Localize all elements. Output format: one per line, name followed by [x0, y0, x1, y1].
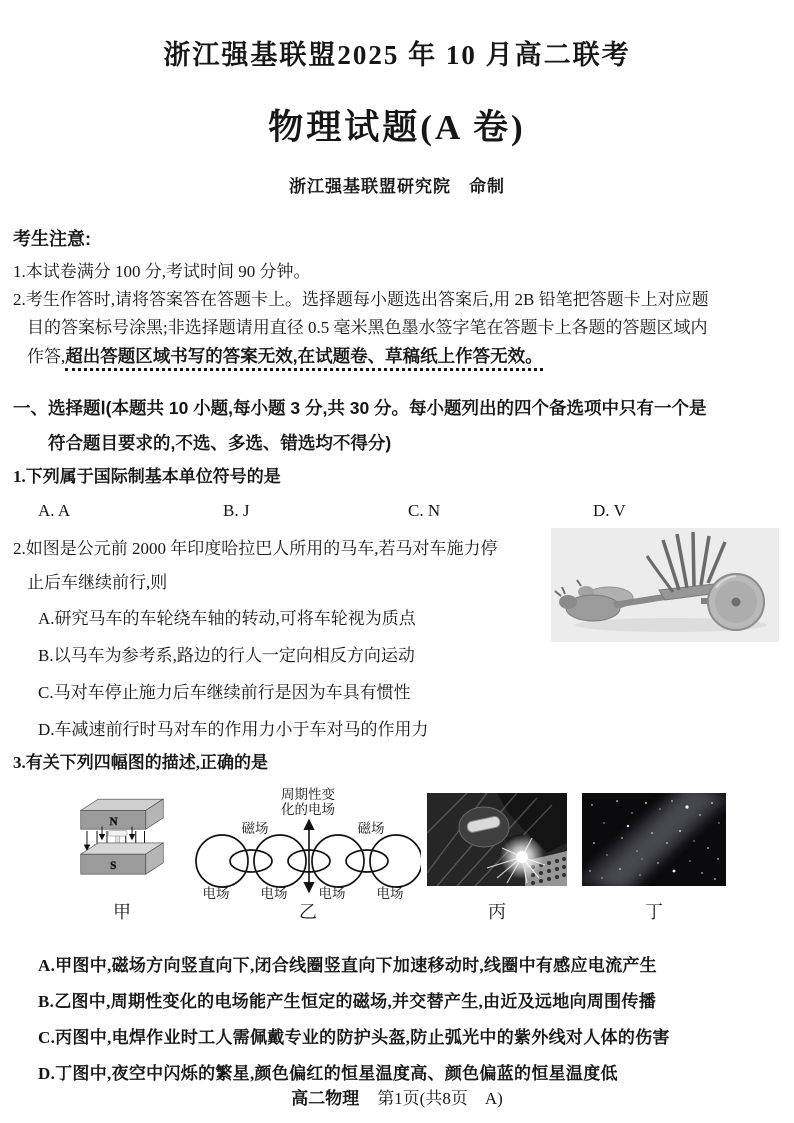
- figure-bing: [426, 785, 568, 923]
- magnetic-field-label-2: 磁场: [357, 821, 385, 836]
- section-1-heading-line-1: 一、选择题Ⅰ(本题共 10 小题,每小题 3 分,共 30 分。每小题列出的四个备选项中只有一个是: [13, 398, 707, 418]
- notice-item-2-line-3-prefix: 作答,: [27, 347, 66, 366]
- notice-heading: 考生注意:: [13, 229, 91, 249]
- electric-field-label-4: 电场: [376, 886, 404, 901]
- figure-jia-label: 甲: [113, 902, 131, 922]
- notice-section: [13, 226, 781, 371]
- notice-item-2-line-1: 2.考生作答时,请将答案答在答题卡上。选择题每小题选出答案后,用 2B 铅笔把答题卡上对应题: [13, 290, 709, 309]
- figure-jia: [63, 785, 181, 923]
- question-2-option-d: D.车减速前行时马对车的作用力小于车对马的作用力: [38, 720, 429, 739]
- question-1-option-d: D. V: [593, 501, 626, 520]
- welding-photo: [427, 793, 567, 886]
- electric-field-label-1: 电场: [202, 886, 230, 901]
- question-2-option-a: A.研究马车的车轮绕车轴的转动,可将车轮视为质点: [38, 609, 416, 628]
- section-1-heading-line-2: 符合题目要求的,不选、多选、错选均不得分): [48, 433, 392, 453]
- s-pole-label: S: [110, 860, 117, 873]
- figure-ding: [581, 785, 727, 923]
- question-3-figures: [13, 785, 781, 925]
- question-1-option-a: A. A: [38, 501, 71, 520]
- notice-item-2-line-3: [13, 342, 781, 371]
- notice-item-2-line-2: 目的答案标号涂黑;非选择题请用直径 0.5 毫米黑色墨水签字笔在答题卡上各题的答题区域内: [27, 318, 708, 337]
- question-2-stem-line-1: 2.如图是公元前 2000 年印度哈拉巴人所用的马车,若马对车施力停: [13, 539, 498, 558]
- question-3-stem: 3.有关下列四幅图的描述,正确的是: [13, 753, 268, 772]
- question-2: [13, 532, 781, 743]
- question-1: [13, 463, 781, 524]
- figure-ding-label: 丁: [645, 902, 663, 922]
- electric-field-label-2: 电场: [260, 886, 288, 901]
- chariot-photo: [551, 528, 779, 642]
- exam-byline: 浙江强基联盟研究院 命制: [289, 177, 505, 196]
- notice-invalid-warning: 超出答题区域书写的答案无效,在试题卷、草稿纸上作答无效。: [65, 346, 542, 371]
- milky-way-photo: [582, 793, 726, 886]
- question-2-stem-line-2: 止后车继续前行,则: [27, 573, 168, 592]
- figure-yi: [193, 785, 423, 923]
- question-1-stem: 1.下列属于国际制基本单位符号的是: [13, 467, 281, 486]
- question-3-option-d: D.丁图中,夜空中闪烁的繁星,颜色偏红的恒星温度高、颜色偏蓝的恒星温度低: [38, 1064, 618, 1083]
- figure-bing-label: 丙: [488, 902, 506, 922]
- section-1-heading: [13, 391, 781, 461]
- figure-yi-label: 乙: [299, 902, 317, 922]
- magnetic-field-label-1: 磁场: [241, 821, 269, 836]
- question-3-option-a: A.甲图中,磁场方向竖直向下,闭合线圈竖直向下加速移动时,线圈中有感应电流产生: [38, 956, 657, 975]
- question-2-option-b: B.以马车为参考系,路边的行人一定向相反方向运动: [38, 646, 415, 665]
- periodic-field-caption-line1: 周期性变: [281, 787, 335, 802]
- question-1-option-b: B. J: [223, 501, 250, 520]
- question-1-option-c: C. N: [408, 501, 441, 520]
- footer-course-name: 高二物理: [291, 1089, 360, 1108]
- magnet-field-figure: [72, 793, 172, 889]
- periodic-field-caption-line2: 化的电场: [281, 802, 335, 817]
- page-footer: [0, 1084, 794, 1109]
- electric-field-label-3: 电场: [318, 886, 346, 901]
- question-3-option-c: C.丙图中,电焊作业时工人需佩戴专业的防护头盔,防止弧光中的紫外线对人体的伤害: [38, 1028, 670, 1047]
- exam-title: 浙江强基联盟2025 年 10 月高二联考: [163, 40, 631, 70]
- footer-page-number: 第1页(共8页 A): [377, 1089, 503, 1108]
- question-2-option-c: C.马对车停止施力后车继续前行是因为车具有惯性: [38, 683, 411, 702]
- question-3-option-b: B.乙图中,周期性变化的电场能产生恒定的磁场,并交替产生,由近及远地向周围传播: [38, 992, 657, 1011]
- n-pole-label: N: [109, 815, 118, 828]
- em-wave-figure: [195, 787, 421, 901]
- exam-subtitle: 物理试题(A 卷): [268, 108, 526, 147]
- notice-item-1: 1.本试卷满分 100 分,考试时间 90 分钟。: [13, 262, 311, 281]
- question-1-options: [13, 497, 781, 524]
- question-3: [13, 749, 781, 1087]
